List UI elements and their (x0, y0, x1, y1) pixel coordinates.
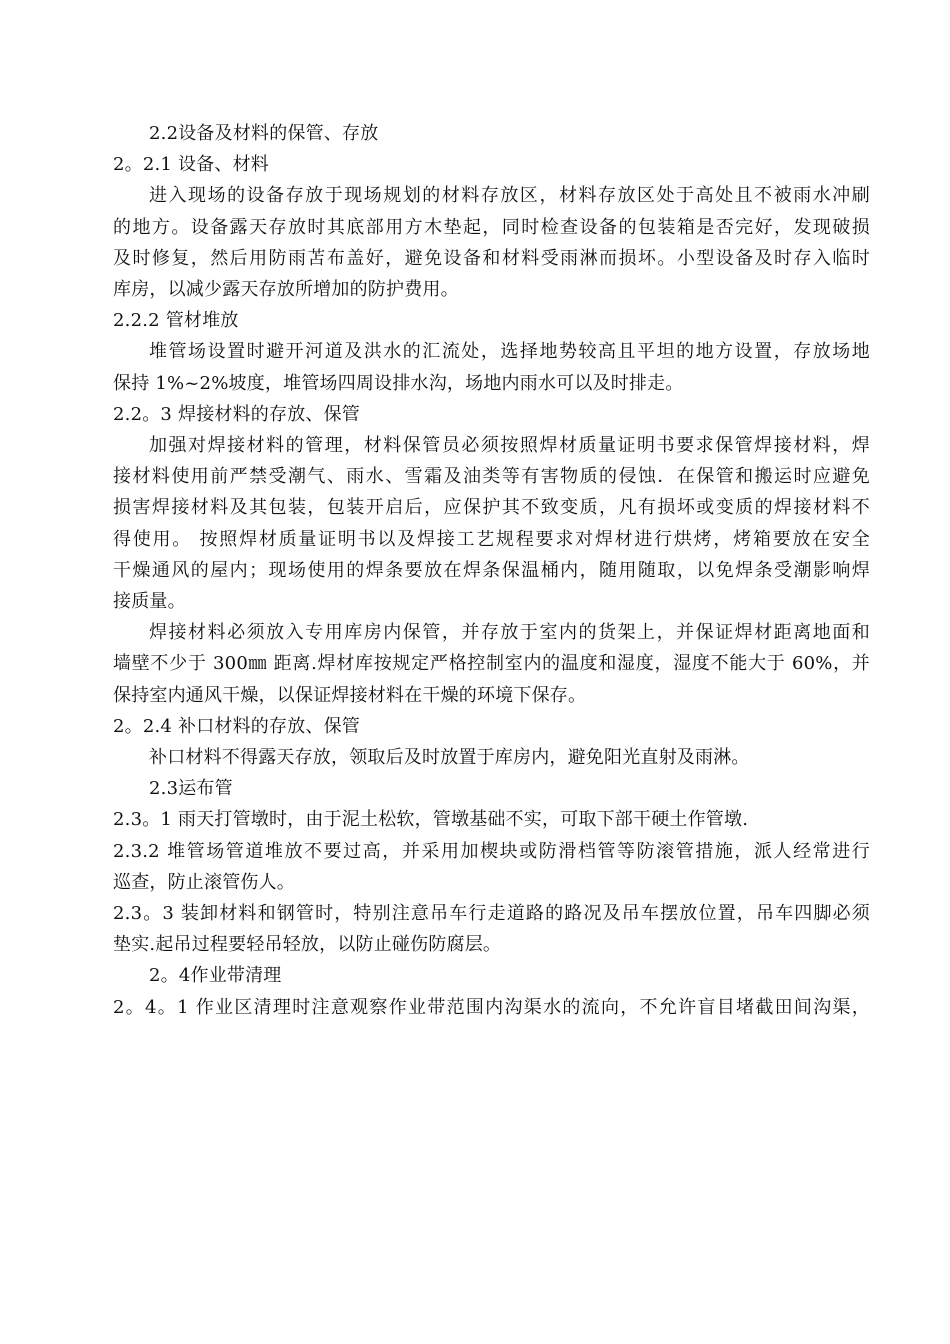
document-body (113, 118, 870, 1023)
text-line: 及时修复，然后用防雨苫布盖好，避免设备和材料受雨淋而损坏。小型设备及时存入临时 (113, 247, 870, 269)
text-line: 得使用。 按照焊材质量证明书以及焊接工艺规程要求对焊材进行烘烤，烤箱要放在安全 (113, 528, 870, 550)
text-line: 2.2。3 焊接材料的存放、保管 (113, 403, 360, 425)
text-line: 加强对焊接材料的管理，材料保管员必须按照焊材质量证明书要求保管焊接材料，焊 (149, 435, 870, 457)
text-line: 2。2.4 补口材料的存放、保管 (113, 715, 360, 737)
text-line: 2.2设备及材料的保管、存放 (149, 123, 379, 144)
text-line: 2。4。1 作业区清理时注意观察作业带范围内沟渠水的流向，不允许盲目堵截田间沟渠， (113, 996, 870, 1018)
text-line: 2.3。1 雨天打管墩时，由于泥土松软，管墩基础不实，可取下部干硬土作管墩. (113, 809, 749, 831)
text-line: 2。2.1 设备、材料 (113, 154, 269, 176)
text-line: 库房，以减少露天存放所增加的防护费用。 (113, 279, 459, 301)
text-line: 接质量。 (113, 591, 186, 613)
text-line: 2.3。3 装卸材料和钢管时，特别注意吊车行走道路的路况及吊车摆放位置，吊车四脚必须 (113, 903, 870, 925)
text-line: 焊接材料必须放入专用库房内保管，并存放于室内的货架上，并保证焊材距离地面和 (149, 622, 870, 644)
text-line: 2。4作业带清理 (149, 965, 282, 987)
text-line: 垫实.起吊过程要轻吊轻放，以防止碰伤防腐层。 (113, 934, 502, 956)
text-line: 接材料使用前严禁受潮气、雨水、雪霜及油类等有害物质的侵蚀．在保管和搬运时应避免 (113, 466, 870, 488)
text-line: 2.3运布管 (149, 778, 233, 800)
text-line: 巡查，防止滚管伤人。 (113, 871, 295, 893)
text-line: 墙壁不少于 300㎜ 距离.焊材库按规定严格控制室内的温度和湿度，湿度不能大于 60%，并 (113, 653, 870, 675)
text-line: 保持室内通风干燥，以保证焊接材料在干燥的环境下保存。 (113, 684, 587, 706)
text-line: 的地方。设备露天存放时其底部用方木垫起，同时检查设备的包装箱是否完好，发现破损 (113, 216, 870, 238)
text-line: 补口材料不得露天存放，领取后及时放置于库房内，避免阳光直射及雨淋。 (149, 747, 750, 769)
text-line: 2.3.2 堆管场管道堆放不要过高，并采用加楔块或防滑档管等防滚管措施，派人经常进行 (113, 840, 870, 862)
text-line: 损害焊接材料及其包装，包装开启后，应保护其不致变质，凡有损坏或变质的焊接材料不 (113, 497, 870, 519)
text-line: 进入现场的设备存放于现场规划的材料存放区，材料存放区处于高处且不被雨水冲刷 (149, 185, 870, 207)
text-line: 2.2.2 管材堆放 (113, 310, 239, 332)
text-line: 堆管场设置时避开河道及洪水的汇流处，选择地势较高且平坦的地方设置，存放场地 (149, 341, 870, 363)
text-line: 干燥通风的屋内；现场使用的焊条要放在焊条保温桶内，随用随取，以免焊条受潮影响焊 (113, 559, 870, 581)
text-line: 保持 1%~2%坡度，堆管场四周设排水沟，场地内雨水可以及时排走。 (113, 372, 684, 394)
